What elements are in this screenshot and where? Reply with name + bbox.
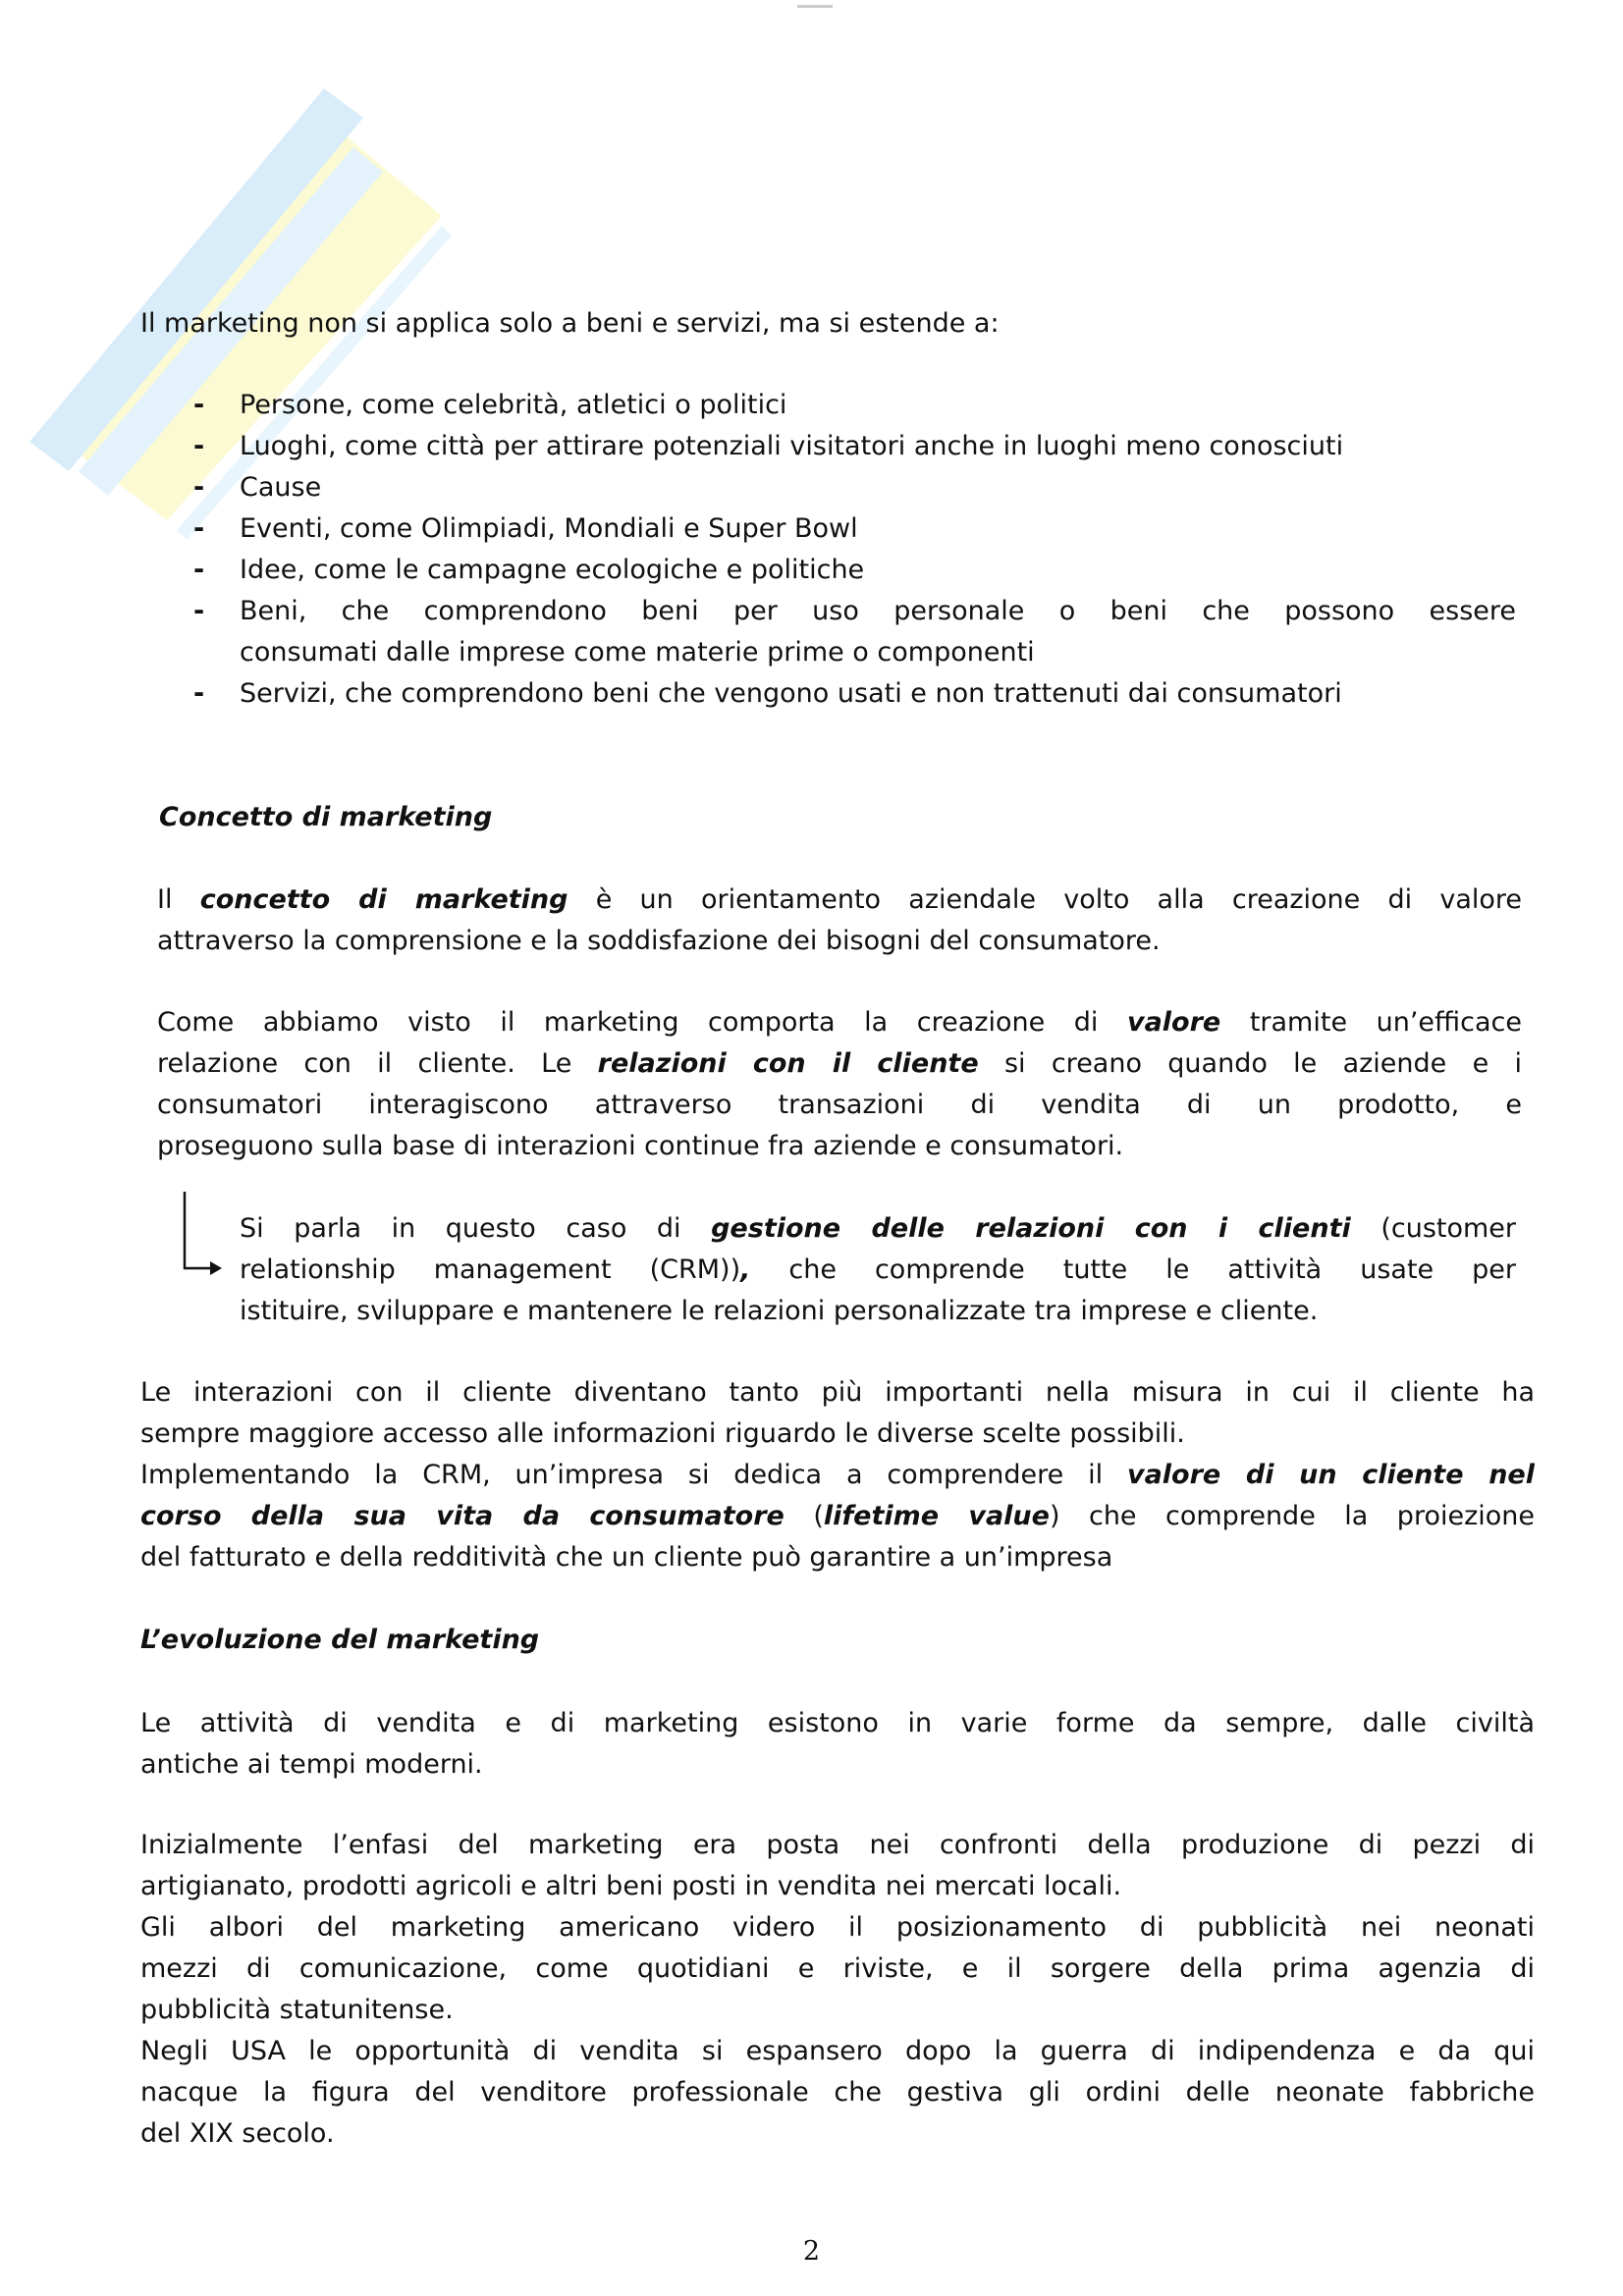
list-bullet: - [193,431,205,461]
text-run: attraverso la comprensione e la soddisfazione dei bisogni del consumatore. [157,926,1161,956]
text-line [240,591,1516,632]
text-line [240,632,1516,673]
text-run: che comprende tutte le attività usate per [750,1255,1516,1285]
text-line [240,673,1516,715]
text-run: del XIX secolo. [140,2118,335,2149]
paragraph-concetto-definition [157,880,1522,962]
text-line [240,426,1516,467]
text-line [159,797,492,838]
emphasized-text: valore di un cliente nel [1126,1460,1535,1490]
page-number: 2 [802,2236,821,2267]
text-run: Beni, che comprendono beni per uso personale o beni che possono essere [240,596,1516,626]
list-item [193,426,1516,467]
text-run: Il marketing non si applica solo a beni e servizi, ma si estende a: [140,308,1000,339]
text-line [140,1455,1535,1496]
emphasized-text: relazioni con il cliente [597,1048,979,1079]
list-bullet: - [193,472,205,503]
text-line [157,1043,1522,1085]
text-run: Gli albori del marketing americano videro il posizionamento di pubblicità nei neonati [140,1912,1535,1943]
text-run: nacque la figura del venditore professionale che gestiva gli ordini delle neonate fabbriche [140,2077,1535,2108]
emphasized-text: corso della sua vita da consumatore [140,1501,784,1531]
text-run: Negli USA le opportunità di vendita si espansero dopo la guerra di indipendenza e da qui [140,2036,1535,2066]
text-run: Si parla in questo caso di [240,1213,712,1244]
list-bullet: - [193,555,205,585]
text-run: ) che comprende la proiezione [1049,1501,1535,1531]
text-line [140,1866,1535,1907]
paragraph-lifetime-value [140,1372,1535,1578]
text-run: Le interazioni con il cliente diventano tanto più importanti nella misura in cui il cliente ha [140,1377,1535,1408]
paragraph-relazioni-cliente [157,1002,1522,1167]
text-line [140,2072,1535,2113]
section-heading-evoluzione [140,1620,539,1661]
emphasized-text: gestione delle relazioni con i clienti [711,1213,1351,1244]
emphasized-text: concetto di marketing [199,884,568,915]
text-run: ( [784,1501,824,1531]
arrow-right-icon [175,1190,234,1283]
text-line [240,550,1516,591]
intro-paragraph [140,303,1535,345]
text-run: Le attività di vendita e di marketing esistono in varie forme da sempre, dalle civiltà [140,1708,1535,1738]
list-item [193,591,1516,673]
text-run: si creano quando le aziende e i [978,1048,1522,1079]
text-run: consumati dalle imprese come materie prime o componenti [240,637,1035,667]
text-line [140,1825,1535,1866]
text-line [157,1002,1522,1043]
text-run: Servizi, che comprendono beni che vengono usati e non trattenuti dai consumatori [240,678,1342,709]
text-run: Idee, come le campagne ecologiche e politiche [240,555,865,585]
paragraph-crm [240,1208,1516,1332]
text-line [240,385,1516,426]
paragraph-storia-marketing [140,1825,1535,2155]
text-run: Come abbiamo visto il marketing comporta la creazione di [157,1007,1127,1038]
text-line [157,1085,1522,1126]
list-bullet: - [193,513,205,544]
text-line [140,2113,1535,2155]
text-run: antiche ai tempi moderni. [140,1749,483,1780]
text-run: tramite un’efficace [1220,1007,1522,1038]
text-line [140,1744,1535,1786]
emphasized-text: , [740,1255,751,1285]
text-line [140,1949,1535,1990]
text-line [140,1990,1535,2031]
text-run: Persone, come celebrità, atletici o politici [240,390,787,420]
list-bullet: - [193,678,205,709]
text-line [140,1537,1535,1578]
text-line [240,508,1516,550]
text-run: Implementando la CRM, un’impresa si dedica a comprendere il [140,1460,1127,1490]
text-line [140,303,1535,345]
text-run: (customer [1350,1213,1516,1244]
text-run: mezzi di comunicazione, come quotidiani e riviste, e il sorgere della prima agenzia di [140,1953,1535,1984]
text-line [140,1496,1535,1537]
text-run: Eventi, come Olimpiadi, Mondiali e Super Bowl [240,513,858,544]
text-run: Inizialmente l’enfasi del marketing era posta nei confronti della produzione di pezzi di [140,1830,1535,1860]
list-item [193,385,1516,426]
text-line [240,1291,1516,1332]
page-header-mark [797,5,833,8]
text-run: relationship management (CRM)) [240,1255,741,1285]
text-line [140,1620,539,1661]
text-run: relazione con il cliente. Le [157,1048,598,1079]
paragraph-attivita-vendita [140,1703,1535,1786]
text-run: artigianato, prodotti agricoli e altri beni posti in vendita nei mercati locali. [140,1871,1122,1901]
text-run: sempre maggiore accesso alle informazioni riguardo le diverse scelte possibili. [140,1418,1185,1449]
text-run: pubblicità statunitense. [140,1995,454,2025]
text-line [157,880,1522,921]
text-run: Cause [240,472,322,503]
list-item [193,673,1516,715]
emphasized-text: L’evoluzione del marketing [140,1625,540,1655]
text-line [157,1126,1522,1167]
section-heading-concetto [159,797,492,838]
text-run: del fatturato e della redditività che un cliente può garantire a un’impresa [140,1542,1113,1573]
text-run: Il [157,884,200,915]
list-item [193,467,1516,508]
text-line [240,1250,1516,1291]
text-line [240,1208,1516,1250]
list-bullet: - [193,596,205,626]
text-line [240,467,1516,508]
text-line [140,1703,1535,1744]
text-run: istituire, sviluppare e mantenere le relazioni personalizzate tra imprese e cliente. [240,1296,1319,1326]
list-bullet: - [193,390,205,420]
text-run: proseguono sulla base di interazioni continue fra aziende e consumatori. [157,1131,1124,1161]
text-line [140,1372,1535,1414]
text-line [140,1414,1535,1455]
text-run: è un orientamento aziendale volto alla creazione di valore [568,884,1522,915]
text-line [140,1907,1535,1949]
text-line [157,921,1522,962]
list-item [193,550,1516,591]
text-run: consumatori interagiscono attraverso transazioni di vendita di un prodotto, e [157,1090,1522,1120]
list-item [193,508,1516,550]
emphasized-text: lifetime value [823,1501,1050,1531]
text-line [140,2031,1535,2072]
extension-list [193,385,1516,715]
emphasized-text: valore [1126,1007,1221,1038]
text-run: Luoghi, come città per attirare potenziali visitatori anche in luoghi meno conosciuti [240,431,1344,461]
emphasized-text: Concetto di marketing [159,802,493,832]
